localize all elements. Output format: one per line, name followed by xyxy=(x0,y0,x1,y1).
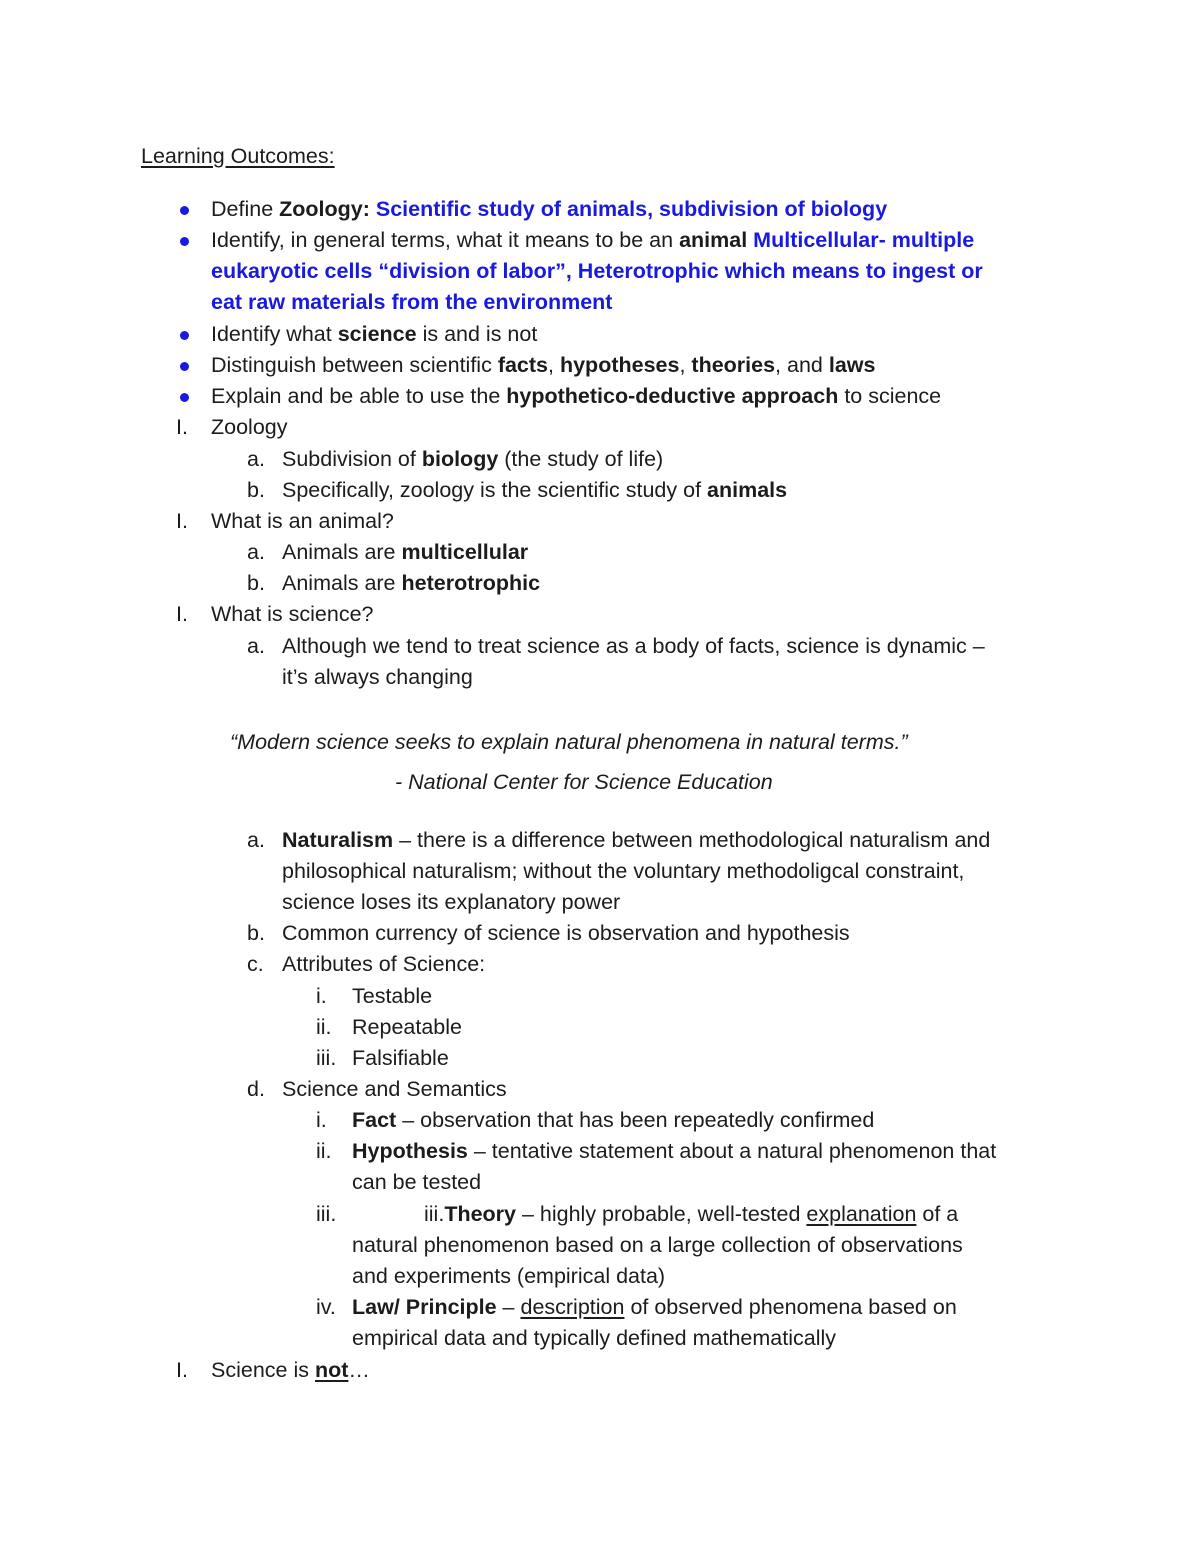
item-marker: b. xyxy=(247,571,265,595)
outcome-1: Define Zoology: Scientific study of animals, subdivision of biology xyxy=(211,197,888,221)
bullet-icon xyxy=(180,331,189,340)
subitem-marker: i. xyxy=(316,1108,327,1132)
section-item-continuation: it’s always changing xyxy=(282,665,473,689)
bullet-icon xyxy=(180,237,189,246)
attribute-subitem: Falsifiable xyxy=(352,1046,449,1070)
section-marker: I. xyxy=(176,602,188,626)
outcome-2-line-3: eat raw materials from the environment xyxy=(211,290,613,314)
bullet-icon xyxy=(180,362,189,371)
section-item: Subdivision of biology (the study of life) xyxy=(282,447,664,471)
theory-subitem-continuation: natural phenomenon based on a large collection of observations xyxy=(352,1233,963,1257)
naturalism-item-continuation: philosophical naturalism; without the voluntary methodoligcal constraint, xyxy=(282,859,965,883)
subitem-marker: ii. xyxy=(316,1015,332,1039)
item-marker: a. xyxy=(247,828,265,852)
section-marker: I. xyxy=(176,509,188,533)
currency-item: Common currency of science is observation and hypothesis xyxy=(282,921,850,945)
section-item: Animals are multicellular xyxy=(282,540,529,564)
section-item: Although we tend to treat science as a body of facts, science is dynamic – xyxy=(282,634,985,658)
outcome-2-line-2: eukaryotic cells “division of labor”, Heterotrophic which means to ingest or xyxy=(211,259,983,283)
subitem-marker: iv. xyxy=(316,1295,336,1319)
attribute-subitem: Testable xyxy=(352,984,433,1008)
item-marker: d. xyxy=(247,1077,265,1101)
item-marker: b. xyxy=(247,921,265,945)
attributes-item: Attributes of Science: xyxy=(282,952,486,976)
item-marker: a. xyxy=(247,447,265,471)
subitem-marker: iii. xyxy=(316,1046,337,1070)
attribute-subitem: Repeatable xyxy=(352,1015,462,1039)
subitem-marker: i. xyxy=(316,984,327,1008)
subitem-marker: iii. xyxy=(316,1202,337,1226)
item-marker: a. xyxy=(247,540,265,564)
section-heading: Science is not… xyxy=(211,1358,370,1382)
section-item: Specifically, zoology is the scientific study of animals xyxy=(282,478,788,502)
outcome-5: Explain and be able to use the hypothetico-deductive approach to science xyxy=(211,384,942,408)
theory-subitem-continuation: and experiments (empirical data) xyxy=(352,1264,666,1288)
item-marker: c. xyxy=(247,952,264,976)
bullet-icon xyxy=(180,393,189,402)
fact-subitem: Fact – observation that has been repeatedly confirmed xyxy=(352,1108,875,1132)
section-item: Animals are heterotrophic xyxy=(282,571,541,595)
semantics-item: Science and Semantics xyxy=(282,1077,507,1101)
outcome-4: Distinguish between scientific facts, hypotheses, theories, and laws xyxy=(211,353,876,377)
quote-text: “Modern science seeks to explain natural phenomena in natural terms.” xyxy=(230,730,908,754)
item-marker: a. xyxy=(247,634,265,658)
hypothesis-subitem-continuation: can be tested xyxy=(352,1170,482,1194)
section-marker: I. xyxy=(176,415,188,439)
hypothesis-subitem: Hypothesis – tentative statement about a natural phenomenon that xyxy=(352,1139,997,1163)
naturalism-item: Naturalism – there is a difference between methodological naturalism and xyxy=(282,828,991,852)
section-heading: What is an animal? xyxy=(211,509,394,533)
section-heading: What is science? xyxy=(211,602,374,626)
subitem-marker: ii. xyxy=(316,1139,332,1163)
section-heading: Zoology xyxy=(211,415,288,439)
law-subitem: Law/ Principle – description of observed phenomena based on xyxy=(352,1295,957,1319)
naturalism-item-continuation: science loses its explanatory power xyxy=(282,890,621,914)
theory-subitem: iii.Theory – highly probable, well-tested explanation of a xyxy=(424,1202,959,1226)
law-subitem-continuation: empirical data and typically defined mathematically xyxy=(352,1326,836,1350)
bullet-icon xyxy=(180,206,189,215)
page-title: Learning Outcomes: xyxy=(141,144,335,168)
item-marker: b. xyxy=(247,478,265,502)
outcome-3: Identify what science is and is not xyxy=(211,322,538,346)
outcome-2-line-1: Identify, in general terms, what it means to be an animal Multicellular- multiple xyxy=(211,228,975,252)
section-marker: I. xyxy=(176,1358,188,1382)
quote-attribution: - National Center for Science Education xyxy=(395,770,773,794)
